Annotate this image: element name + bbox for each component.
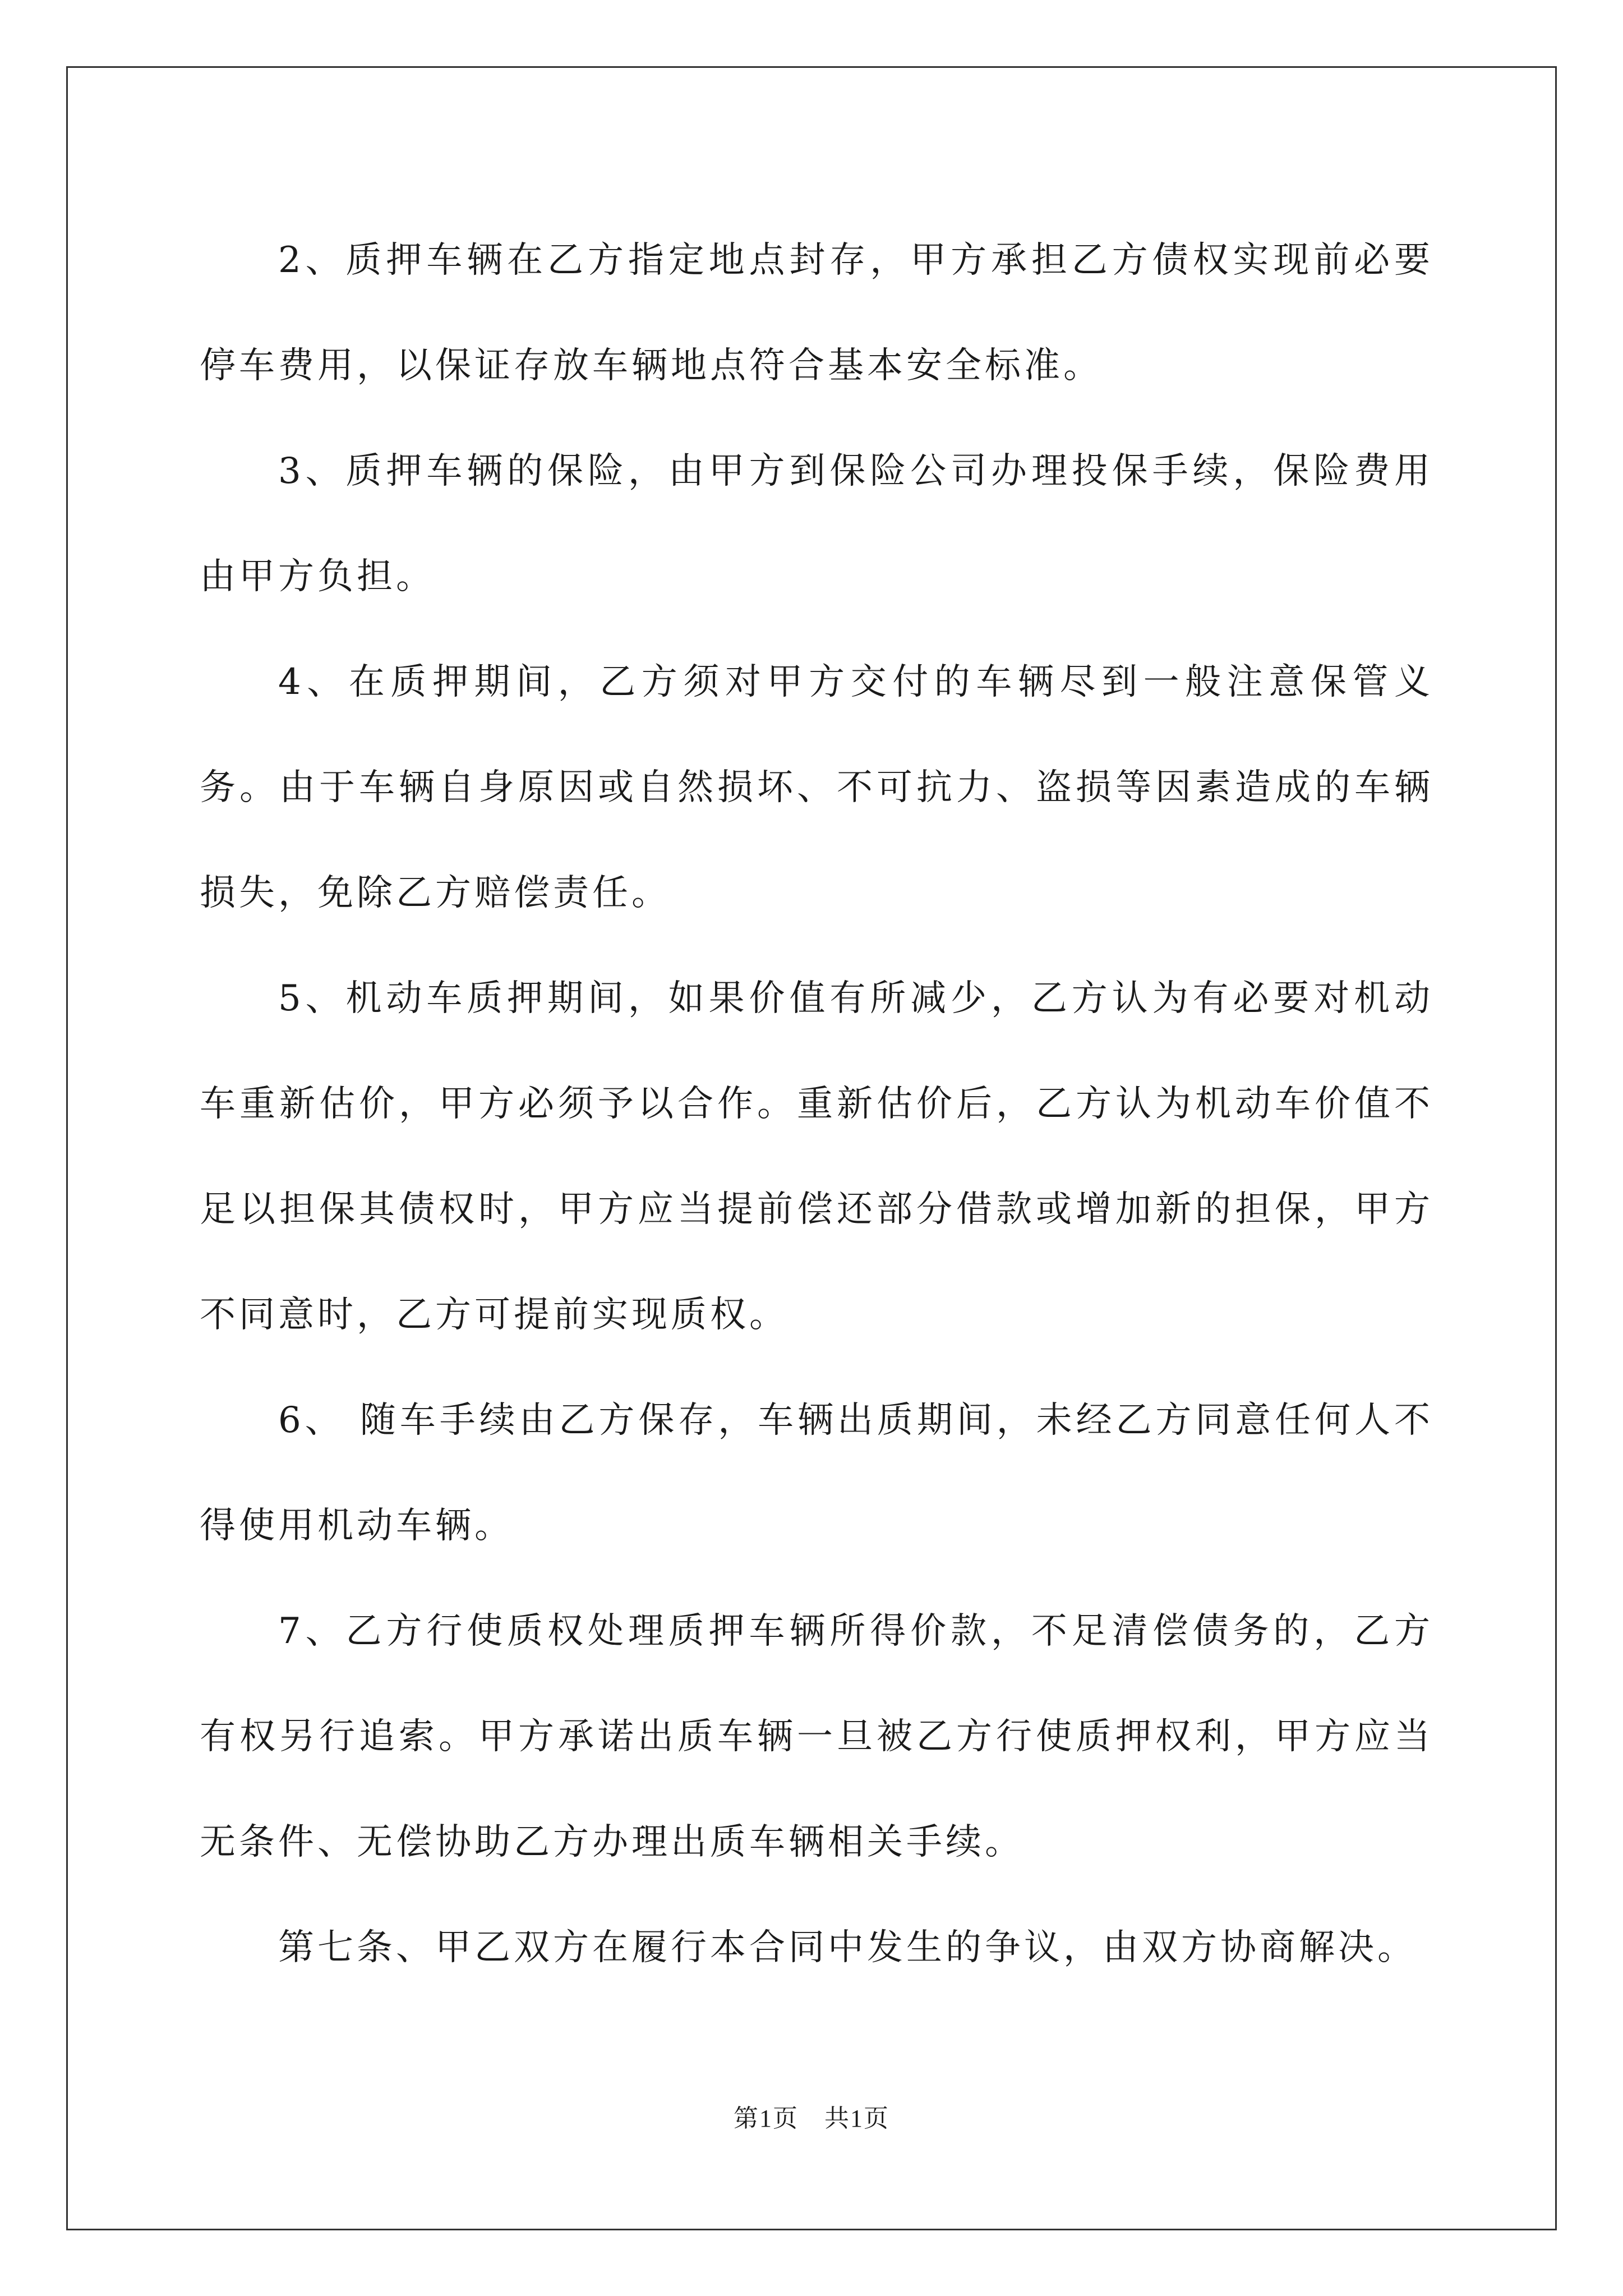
paragraph-clause-2: 2、质押车辆在乙方指定地点封存，甲方承担乙方债权实现前必要停车费用，以保证存放车辆地点符合基本安全标准。 [200, 240, 1433, 386]
page-number-footer: 第1页 共1页 [734, 2105, 889, 2132]
paragraph-clause-4: 4、在质押期间，乙方须对甲方交付的车辆尽到一般注意保管义务。由于车辆自身原因或自然损坏、不可抗力、盗损等因素造成的车辆损失，免除乙方赔偿责任。 [200, 661, 1433, 914]
document-body [200, 208, 1433, 2000]
paragraph-clause-5: 5、机动车质押期间，如果价值有所减少，乙方认为有必要对机动车重新估价，甲方必须予以合作。重新估价后，乙方认为机动车价值不足以担保其债权时，甲方应当提前偿还部分借款或增加新的担保，甲方不同意时，乙方可提前实现质权。 [200, 978, 1433, 1336]
paragraph-article-7: 第七条、甲乙双方在履行本合同中发生的争议，由双方协商解决。 [278, 1927, 1417, 1968]
paragraph-clause-3: 3、质押车辆的保险，由甲方到保险公司办理投保手续，保险费用由甲方负担。 [200, 450, 1433, 597]
paragraph-clause-6: 6、 随车手续由乙方保存，车辆出质期间，未经乙方同意任何人不得使用机动车辆。 [200, 1400, 1433, 1547]
paragraph-clause-7: 7、乙方行使质权处理质押车辆所得价款，不足清偿债务的，乙方有权另行追索。甲方承诺出质车辆一旦被乙方行使质押权利，甲方应当无条件、无偿协助乙方办理出质车辆相关手续。 [200, 1611, 1433, 1863]
